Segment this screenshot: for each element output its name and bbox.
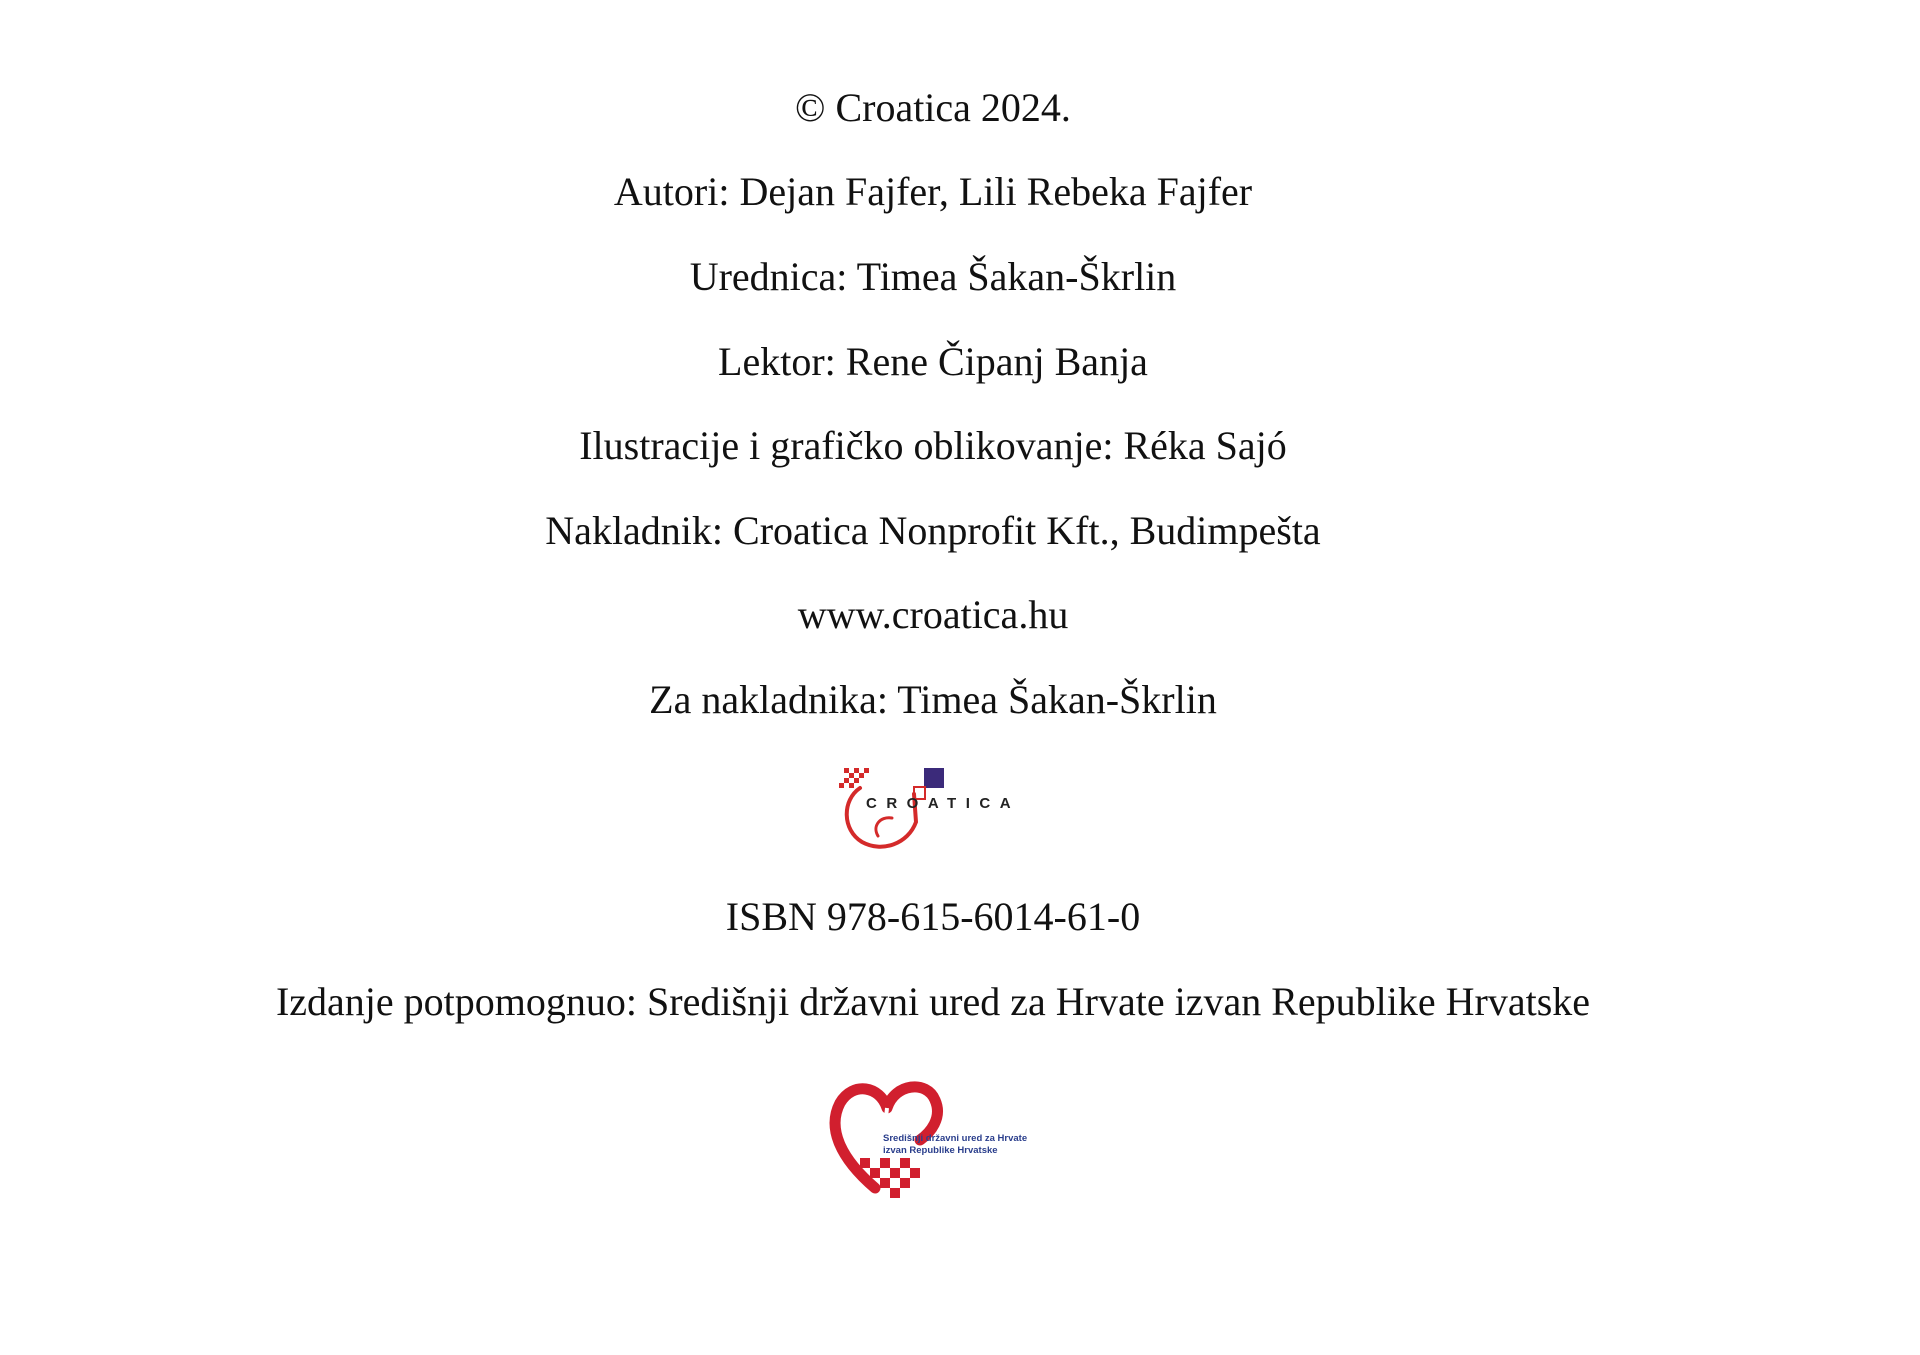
sdu-logo-line2: izvan Republike Hrvatske	[883, 1145, 998, 1156]
sdu-heart-logo	[825, 1078, 1045, 1213]
isbn-line: ISBN 978-615-6014-61-0	[725, 894, 1141, 939]
sponsor-line: Izdanje potpomognuo: Središnji državni ured za Hrvate izvan Republike Hrvatske	[275, 979, 1591, 1024]
copyright-line: © Croatica 2024.	[795, 85, 1071, 130]
for-publisher-line: Za nakladnika: Timea Šakan-Škrlin	[649, 677, 1217, 722]
croatica-logo-text: CROATICA	[866, 795, 1021, 812]
authors-line: Autori: Dejan Fajfer, Lili Rebeka Fajfer	[613, 169, 1253, 214]
editor-line: Urednica: Timea Šakan-Škrlin	[689, 254, 1177, 299]
publisher-line: Nakladnik: Croatica Nonprofit Kft., Budimpešta	[545, 508, 1321, 553]
website-line: www.croatica.hu	[797, 592, 1069, 637]
sdu-logo-line1: Središnji državni ured za Hrvate	[883, 1133, 1028, 1144]
croatica-logo	[838, 760, 1038, 855]
illustrations-line: Ilustracije i grafičko oblikovanje: Réka Sajó	[579, 423, 1287, 468]
proofreader-line: Lektor: Rene Čipanj Banja	[718, 339, 1148, 384]
